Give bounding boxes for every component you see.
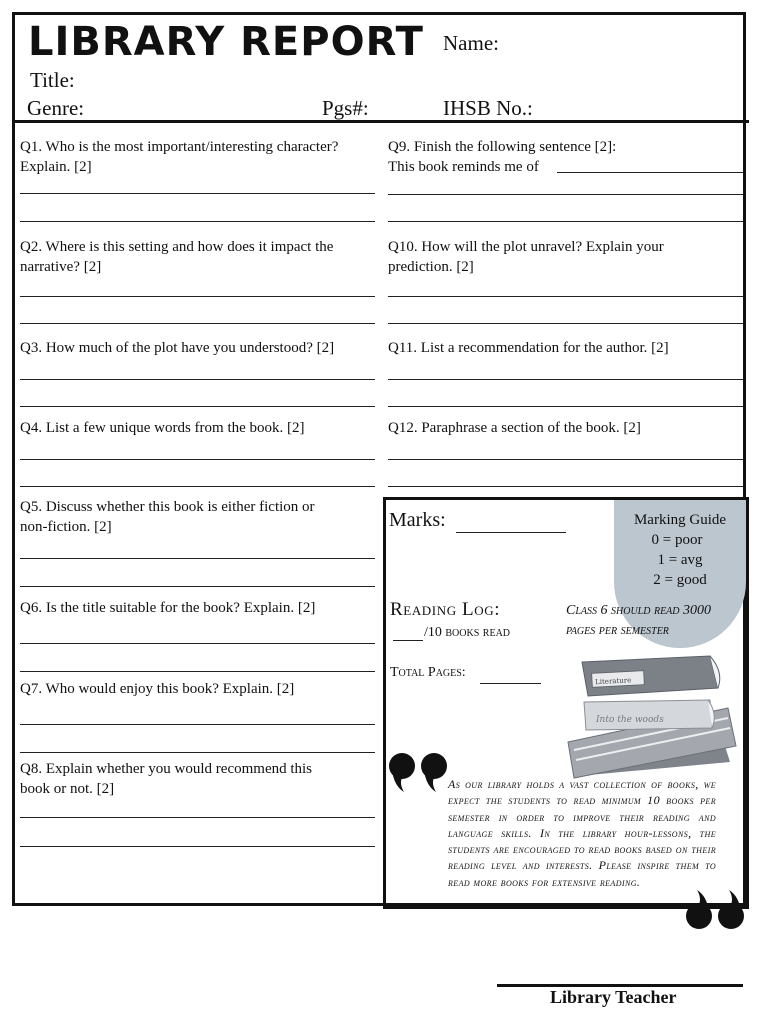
question-text: prediction. [2] [388,259,474,275]
answer-line[interactable] [388,194,743,195]
question-text: Q2. Where is this setting and how does it impact the [20,239,334,255]
answer-line[interactable] [388,323,743,324]
answer-line[interactable] [20,193,375,194]
book-icon [582,656,720,696]
question-5 [20,497,380,537]
question-text: narrative? [2] [20,259,102,275]
answer-line[interactable] [20,752,375,753]
guide-item: 2 = good [653,572,707,588]
question-text: book or not. [2] [20,781,115,797]
answer-line[interactable] [20,671,375,672]
question-text: Q12. Paraphrase a section of the book. [2] [388,420,641,436]
question-text: This book reminds me of [388,159,539,175]
answer-line[interactable] [20,558,375,559]
answer-line[interactable] [20,379,375,380]
book-title-label: Title: [30,68,75,92]
answer-line[interactable] [20,586,375,587]
total-pages-line[interactable] [480,683,541,684]
guide-item: 0 = poor [651,532,703,548]
marks-line[interactable] [456,532,566,533]
answer-line[interactable] [388,406,743,407]
answer-line[interactable] [388,296,743,297]
answer-line[interactable] [388,221,743,222]
name-label: Name: [443,31,499,55]
marks-label: Marks: [389,509,446,531]
header-divider [12,120,749,123]
genre-label: Genre: [27,96,85,120]
close-quote-icon [681,890,745,932]
open-quote-icon [388,752,452,794]
books-read-line[interactable] [393,640,423,641]
signature-label: Library Teacher [550,987,677,1007]
answer-line[interactable] [20,817,375,818]
answer-line[interactable] [388,379,743,380]
total-pages-label: Total Pages: [390,665,466,680]
book-icon [584,700,714,730]
guide-item: 1 = avg [657,552,703,568]
class-note: Class 6 should read 3000 [566,603,712,618]
question-9 [388,137,748,177]
question-text: Q6. Is the title suitable for the book? Explain. [2] [20,600,316,616]
answer-line[interactable] [20,406,375,407]
question-text: Q10. How will the plot unravel? Explain your [388,239,664,255]
answer-line[interactable] [20,846,375,847]
books-read-label: /10 books read [424,625,511,640]
question-2 [20,237,380,277]
question-8 [20,759,380,799]
book-spine-title: Literature [594,676,632,687]
question-text: Q1. Who is the most important/interesting character? [20,139,339,155]
book-stack-illustration [560,650,745,780]
question-text: Explain. [2] [20,159,92,175]
question-6 [20,598,380,618]
answer-line[interactable] [20,296,375,297]
question-1 [20,137,380,177]
question-text: Q5. Discuss whether this book is either fiction or [20,499,315,515]
answer-line[interactable] [20,486,375,487]
question-11 [388,338,748,358]
question-4 [20,418,380,438]
answer-line[interactable] [20,459,375,460]
question-10 [388,237,748,277]
book-spine-title: Into the woods [596,715,664,725]
question-text: non-fiction. [2] [20,519,112,535]
answer-line[interactable] [20,221,375,222]
question-text: Q11. List a recommendation for the author. [2] [388,340,669,356]
answer-line[interactable] [20,643,375,644]
marking-guide-title: Marking Guide [633,512,727,528]
ihsb-number-label: IHSB No.: [443,96,533,120]
question-7 [20,679,380,699]
reading-log-label: Reading Log: [390,599,501,620]
library-policy-quote: As our library holds a vast collection of books, we expect the students to read minimum 10 books per semester in order to improve their reading and language skills. In the library hour-lessons, the students are encouraged to read books based on their reading level and interests. Please inspire them to read more books for extensive reading. [448,777,716,889]
question-12 [388,418,748,438]
question-text: Q7. Who would enjoy this book? Explain. [2] [20,681,295,697]
pages-label: Pgs#: [322,96,369,120]
question-text: Q3. How much of the plot have you understood? [2] [20,340,335,356]
answer-line[interactable] [20,323,375,324]
answer-line[interactable] [388,486,743,487]
question-text: Q8. Explain whether you would recommend this [20,761,313,777]
answer-line[interactable] [20,724,375,725]
sentence-completion-line[interactable] [557,172,743,173]
question-text: Q4. List a few unique words from the book. [2] [20,420,305,436]
question-text: Q9. Finish the following sentence [2]: [388,139,617,155]
question-3 [20,338,380,358]
class-note: pages per semester [566,623,669,638]
page-title: LIBRARY REPORT [28,19,424,65]
answer-line[interactable] [388,459,743,460]
